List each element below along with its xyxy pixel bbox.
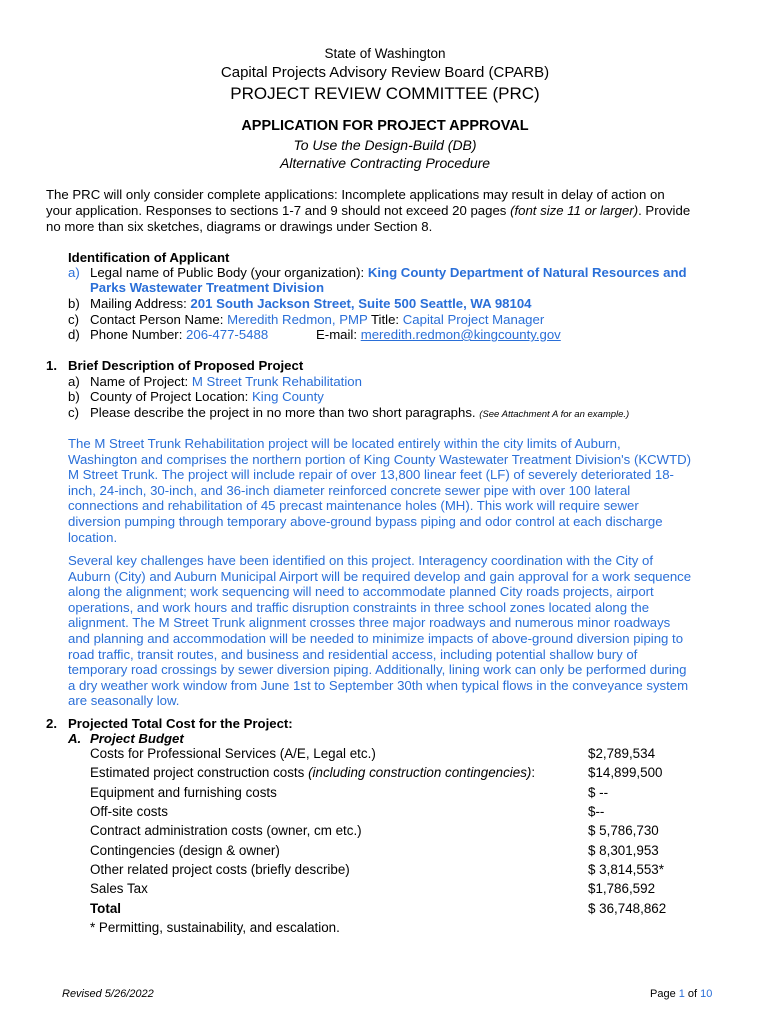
section2-heading: Projected Total Cost for the Project:	[68, 716, 293, 731]
budget-row-value: $ 5,786,730	[588, 823, 659, 839]
total-value: $ 36,748,862	[588, 901, 667, 916]
para-line: and planning and accommodation will be needed to minimize impacts of above-ground diversion piping to	[68, 630, 684, 646]
page-number: Page 1 of 10	[650, 988, 713, 1000]
application-title: APPLICATION FOR PROJECT APPROVAL	[241, 118, 529, 134]
para-line: road traffic, transit routes, and business and residential access, including potential shallow bury of	[68, 646, 638, 662]
description-paragraph-2	[68, 553, 691, 709]
para-line: inch, 24-inch, 30-inch, and 36-inch diameter reinforced concrete sewer pipe with over 100 lateral	[68, 482, 631, 498]
subtitle-db: To Use the Design-Build (DB)	[293, 137, 477, 153]
identification-d: d) Phone Number: 206-477-5488	[68, 327, 269, 342]
para-line: along the alignment; work sequencing will need to accommodate planned City roads projects, airport	[68, 584, 654, 600]
para-line: connections and rehabilitation of 45 precast maintenance holes (MH). This work will require sewer	[68, 498, 639, 514]
section1-b: b) County of Project Location: King County	[68, 389, 324, 404]
budget-row-label: Contract administration costs (owner, cm etc.)	[90, 823, 362, 839]
section1-number: 1.	[46, 358, 57, 373]
budget-row-value: $ 8,301,953	[588, 842, 659, 858]
identification-a: a) Legal name of Public Body (your organization): King County Department of Natural Resources and	[68, 265, 687, 280]
subtitle-procedure: Alternative Contracting Procedure	[279, 155, 491, 171]
budget-row-value: $2,789,534	[588, 746, 656, 761]
para-line: M Street Trunk. The project will include repair of over 13,800 linear feet (LF) of severely deteriorated 18-	[68, 467, 674, 483]
identification-a-cont: Parks Wastewater Treatment Division	[90, 280, 325, 295]
identification-c: c) Contact Person Name: Meredith Redmon, PMP Title: Capital Project Manager	[68, 312, 545, 327]
para-line: operations, and work hours and traffic disruption constraints in three school zones located along the	[68, 599, 650, 615]
identification-heading: Identification of Applicant	[68, 250, 230, 265]
para-line: temporary road crossings by sewer diversion piping. Additionally, lining work can only be performed during	[68, 662, 687, 678]
committee-line: PROJECT REVIEW COMMITTEE (PRC)	[230, 84, 540, 103]
budget-row-label: Contingencies (design & owner)	[90, 842, 280, 858]
intro-line-1: The PRC will only consider complete applications: Incomplete applications may result in delay of action on	[46, 187, 665, 202]
budget-footnote: * Permitting, sustainability, and escalation.	[90, 920, 340, 935]
budget-row-value: $--	[588, 803, 605, 819]
budget-row-value: $14,899,500	[588, 765, 663, 781]
para-line: Several key challenges have been identified on this project. Interagency coordination with the City of	[68, 553, 653, 568]
budget-row-label: Estimated project construction costs (including construction contingencies):	[90, 765, 536, 781]
para-line: Auburn (City) and Auburn Municipal Airport will be required develop and gain approval for a work sequence	[68, 568, 692, 584]
budget-row-label: Other related project costs (briefly describe)	[90, 861, 350, 877]
budget-row-label: Off-site costs	[90, 803, 168, 819]
budget-row-label: Sales Tax	[90, 881, 148, 897]
para-line: diversion pumping through temporary above-ground bypass piping and odor control at each discharge	[68, 513, 663, 529]
intro-line-2: your application. Responses to sections 1-7 and 9 should not exceed 20 pages (font size 11 or larger). Provide	[46, 203, 691, 218]
budget-row-label: Equipment and furnishing costs	[90, 784, 277, 800]
budget-row-value: $1,786,592	[588, 881, 656, 897]
budget-row-value: $ 3,814,553*	[588, 861, 664, 877]
para-line: alignment. The M Street Trunk alignment crosses three major roadways and numerous minor roadways	[68, 615, 671, 631]
budget-sub-heading: Project Budget	[90, 731, 184, 746]
budget-row-value: $ --	[588, 784, 609, 800]
budget-row-label: Costs for Professional Services (A/E, Legal etc.)	[90, 746, 376, 761]
budget-sub-label: A.	[68, 731, 82, 746]
identification-b: b) Mailing Address: 201 South Jackson Street, Suite 500 Seattle, WA 98104	[68, 296, 532, 311]
para-line: a dry weather work window from June 1st to September 30th when typical flows in the conveyance system	[68, 677, 689, 693]
section2-number: 2.	[46, 716, 57, 731]
intro-line-3: no more than six sketches, diagrams or drawings under Section 8.	[46, 219, 433, 234]
para-line: location.	[68, 529, 118, 545]
revised-date: Revised 5/26/2022	[62, 988, 154, 1000]
total-label: Total	[90, 901, 121, 916]
description-paragraph-1	[68, 436, 691, 545]
section1-heading: Brief Description of Proposed Project	[68, 358, 304, 373]
state-line: State of Washington	[324, 46, 446, 61]
board-line: Capital Projects Advisory Review Board (CPARB)	[220, 64, 550, 81]
section1-c: c) Please describe the project in no more than two short paragraphs. (See Attachment A for an example.)	[68, 405, 630, 420]
para-line: The M Street Trunk Rehabilitation project will be located entirely within the city limits of Auburn,	[68, 436, 621, 451]
section1-a: a) Name of Project: M Street Trunk Rehabilitation	[68, 374, 362, 389]
para-line: are seasonally low.	[68, 693, 180, 709]
email-link[interactable]: meredith.redmon@kingcounty.gov	[360, 327, 561, 342]
email-row: E-mail: meredith.redmon@kingcounty.gov	[316, 327, 561, 342]
para-line: Washington and comprises the northern portion of King County Wastewater Treatment Division's (KCWTD)	[68, 451, 692, 467]
